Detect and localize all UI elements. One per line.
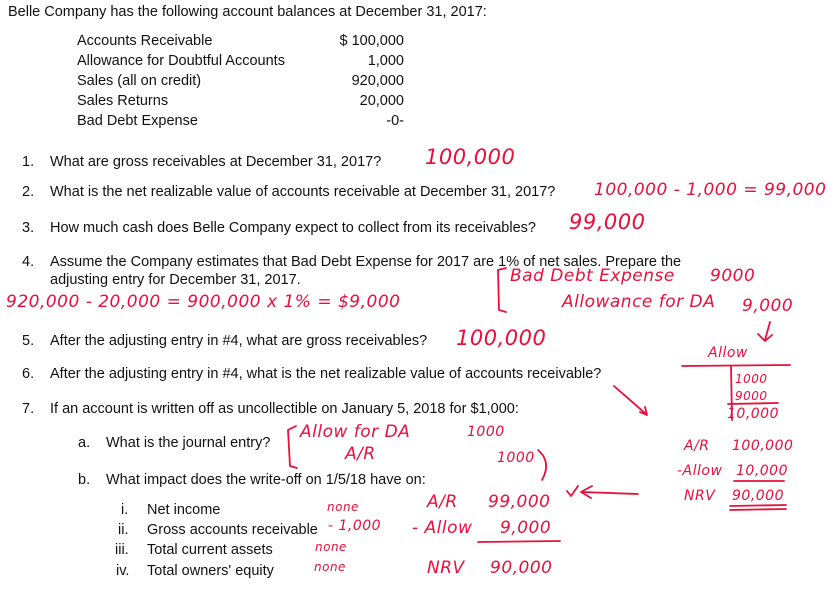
answer-1: 100,000 xyxy=(425,145,516,169)
question-number: 4. xyxy=(22,254,35,270)
impact-text: Net income xyxy=(147,502,221,518)
sub-a-text: What is the journal entry? xyxy=(106,435,271,451)
sub-a-credit-account: A/R xyxy=(345,444,376,464)
t-account-entry: 9000 xyxy=(735,389,768,403)
t-account-entry: 1000 xyxy=(735,372,768,386)
impact-text: Total owners' equity xyxy=(147,563,274,579)
intro-text: Belle Company has the following account balances at December 31, 2017: xyxy=(8,4,487,20)
sub-letter: b. xyxy=(78,472,91,488)
calc-label: A/R xyxy=(427,492,458,512)
calc-value: 100,000 xyxy=(732,438,794,454)
mid-calc-underline xyxy=(478,541,560,542)
q4-debit-amount: 9000 xyxy=(710,266,756,286)
calc-value: 90,000 xyxy=(732,488,784,504)
balance-label: Accounts Receivable xyxy=(77,33,213,49)
balance-label: Allowance for Doubtful Accounts xyxy=(77,53,285,69)
question-text-line2: adjusting entry for December 31, 2017. xyxy=(50,272,301,288)
balance-value: -0- xyxy=(386,113,404,129)
balance-label: Sales Returns xyxy=(77,93,169,109)
calc-label: NRV xyxy=(427,558,465,578)
impact-answer: none xyxy=(315,540,347,554)
calc-value: 9,000 xyxy=(500,518,552,538)
calc-label: - Allow xyxy=(412,518,473,538)
balance-value: 1,000 xyxy=(367,53,404,69)
impact-answer: - 1,000 xyxy=(328,518,382,534)
impact-number: iii. xyxy=(115,542,129,558)
calc-value: 99,000 xyxy=(488,492,551,512)
t-account-sum-line xyxy=(728,403,778,404)
right-calc-double-underline xyxy=(730,505,786,510)
calc-label: -Allow xyxy=(677,463,723,479)
q4-credit-amount: 9,000 xyxy=(742,296,794,316)
question-number: 7. xyxy=(22,401,35,417)
q4-debit-account: Bad Debt Expense xyxy=(510,266,675,286)
arrow-down-icon xyxy=(614,386,647,415)
impact-number: i. xyxy=(121,502,129,518)
question-number: 2. xyxy=(22,184,35,200)
impact-answer: none xyxy=(314,560,346,574)
balance-value: $ 100,000 xyxy=(339,33,404,49)
curve-bracket xyxy=(538,450,546,480)
answer-5: 100,000 xyxy=(456,326,547,350)
t-account-top-line xyxy=(682,365,790,366)
question-text: Assume the Company estimates that Bad Debt Expense for 2017 are 1% of net sales. Prepare the xyxy=(50,254,682,270)
arrow-down-icon xyxy=(758,322,772,341)
balance-value: 20,000 xyxy=(359,93,404,109)
sub-b-text: What impact does the write-off on 1/5/18 have on: xyxy=(106,472,426,488)
question-number: 1. xyxy=(22,154,35,170)
calc-value: 10,000 xyxy=(736,463,788,479)
question-number: 5. xyxy=(22,333,35,349)
question-text: How much cash does Belle Company expect to collect from its receivables? xyxy=(50,220,536,236)
calc-value: 90,000 xyxy=(490,558,553,578)
sub-a-debit-account: Allow for DA xyxy=(300,422,411,442)
impact-answer: none xyxy=(327,500,359,514)
question-number: 3. xyxy=(22,220,35,236)
impact-text: Gross accounts receivable xyxy=(147,522,318,538)
q4-credit-account: Allowance for DA xyxy=(562,292,716,312)
question-text: If an account is written off as uncollectible on January 5, 2018 for $1,000: xyxy=(50,401,519,417)
balance-label: Sales (all on credit) xyxy=(77,73,202,89)
sub-a-debit-amount: 1000 xyxy=(467,424,505,440)
question-text: What is the net realizable value of accounts receivable at December 31, 2017? xyxy=(50,184,556,200)
balance-label: Bad Debt Expense xyxy=(77,113,198,129)
sub-a-credit-amount: 1000 xyxy=(497,450,535,466)
t-account-title: Allow xyxy=(708,345,748,361)
answer-4-calc: 920,000 - 20,000 = 900,000 x 1% = $9,000 xyxy=(6,292,401,312)
t-account-total: 10,000 xyxy=(727,406,779,422)
answer-3: 99,000 xyxy=(569,210,646,234)
sub-a-bracket xyxy=(288,426,297,468)
question-text: After the adjusting entry in #4, what are gross receivables? xyxy=(50,333,428,349)
impact-text: Total current assets xyxy=(147,542,273,558)
question-number: 6. xyxy=(22,366,35,382)
impact-number: iv. xyxy=(116,563,130,579)
calc-label: A/R xyxy=(684,438,710,454)
q4-bracket xyxy=(498,268,506,312)
calc-label: NRV xyxy=(684,488,716,504)
answer-2: 100,000 - 1,000 = 99,000 xyxy=(594,180,827,200)
arrow-left-icon xyxy=(581,486,638,498)
question-text: After the adjusting entry in #4, what is the net realizable value of accounts receivable? xyxy=(50,366,602,382)
sub-letter: a. xyxy=(78,435,91,451)
check-mark-icon xyxy=(567,486,578,496)
balance-value: 920,000 xyxy=(351,73,404,89)
impact-number: ii. xyxy=(118,522,129,538)
question-text: What are gross receivables at December 31, 2017? xyxy=(50,154,382,170)
